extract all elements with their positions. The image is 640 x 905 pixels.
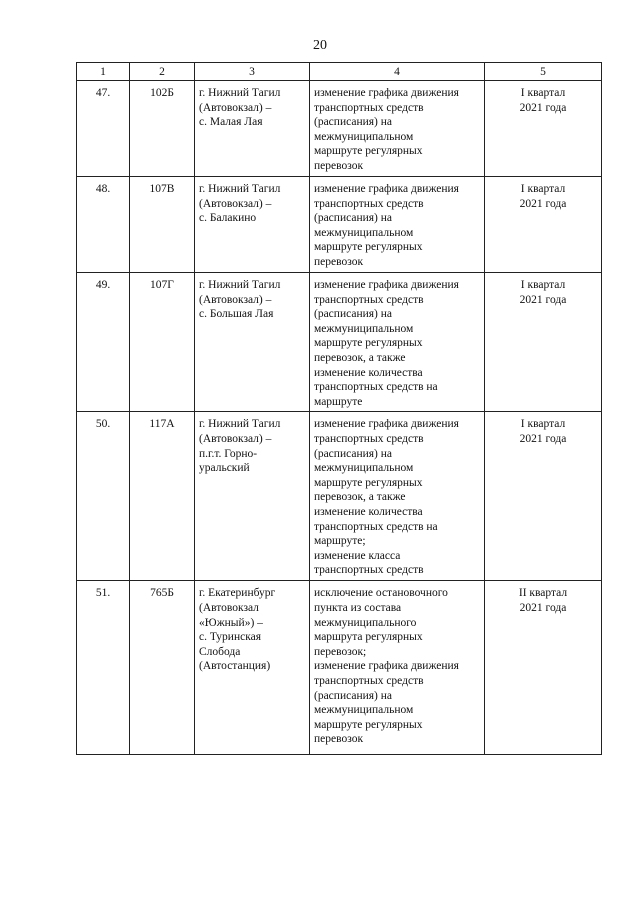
route-period: I квартал 2021 года xyxy=(485,412,602,581)
route-action: изменение графика движения транспортных средств (расписания) на межмуниципальном маршруте регулярных перевозок, а также изменение количества транспортных средств на маршруте; изменение класса транспортных средств xyxy=(310,412,485,581)
route-name: г. Нижний Тагил (Автовокзал) – с. Малая Лая xyxy=(195,81,310,177)
route-name: г. Нижний Тагил (Автовокзал) – с. Балакино xyxy=(195,177,310,273)
route-name: г. Нижний Тагил (Автовокзал) – п.г.т. Горно- уральский xyxy=(195,412,310,581)
row-number: 49. xyxy=(77,273,130,412)
column-header-2: 2 xyxy=(130,63,195,81)
row-number: 47. xyxy=(77,81,130,177)
column-header-3: 3 xyxy=(195,63,310,81)
route-number: 107В xyxy=(130,177,195,273)
page-number: 20 xyxy=(313,38,327,53)
table-row xyxy=(77,273,602,412)
column-header-5: 5 xyxy=(485,63,602,81)
route-period: I квартал 2021 года xyxy=(485,177,602,273)
row-number: 51. xyxy=(77,581,130,755)
table-header-row xyxy=(77,63,602,81)
route-number: 765Б xyxy=(130,581,195,755)
table-row xyxy=(77,581,602,755)
route-number: 107Г xyxy=(130,273,195,412)
row-number: 48. xyxy=(77,177,130,273)
route-action: изменение графика движения транспортных средств (расписания) на межмуниципальном маршруте регулярных перевозок xyxy=(310,177,485,273)
route-name: г. Екатеринбург (Автовокзал «Южный») – с. Туринская Слобода (Автостанция) xyxy=(195,581,310,755)
route-name: г. Нижний Тагил (Автовокзал) – с. Большая Лая xyxy=(195,273,310,412)
route-number: 102Б xyxy=(130,81,195,177)
route-period: I квартал 2021 года xyxy=(485,81,602,177)
route-action: изменение графика движения транспортных средств (расписания) на межмуниципальном маршруте регулярных перевозок, а также изменение количества транспортных средств на маршруте xyxy=(310,273,485,412)
schedule-changes-table xyxy=(76,62,602,755)
table-row xyxy=(77,81,602,177)
column-header-1: 1 xyxy=(77,63,130,81)
row-number: 50. xyxy=(77,412,130,581)
route-period: I квартал 2021 года xyxy=(485,273,602,412)
table-row xyxy=(77,177,602,273)
route-action: исключение остановочного пункта из состава межмуниципального маршрута регулярных перевозок; изменение графика движения транспортных средств (расписания) на межмуниципальном маршруте регулярных перевозок xyxy=(310,581,485,755)
route-number: 117А xyxy=(130,412,195,581)
table-row xyxy=(77,412,602,581)
route-period: II квартал 2021 года xyxy=(485,581,602,755)
column-header-4: 4 xyxy=(310,63,485,81)
route-action: изменение графика движения транспортных средств (расписания) на межмуниципальном маршруте регулярных перевозок xyxy=(310,81,485,177)
